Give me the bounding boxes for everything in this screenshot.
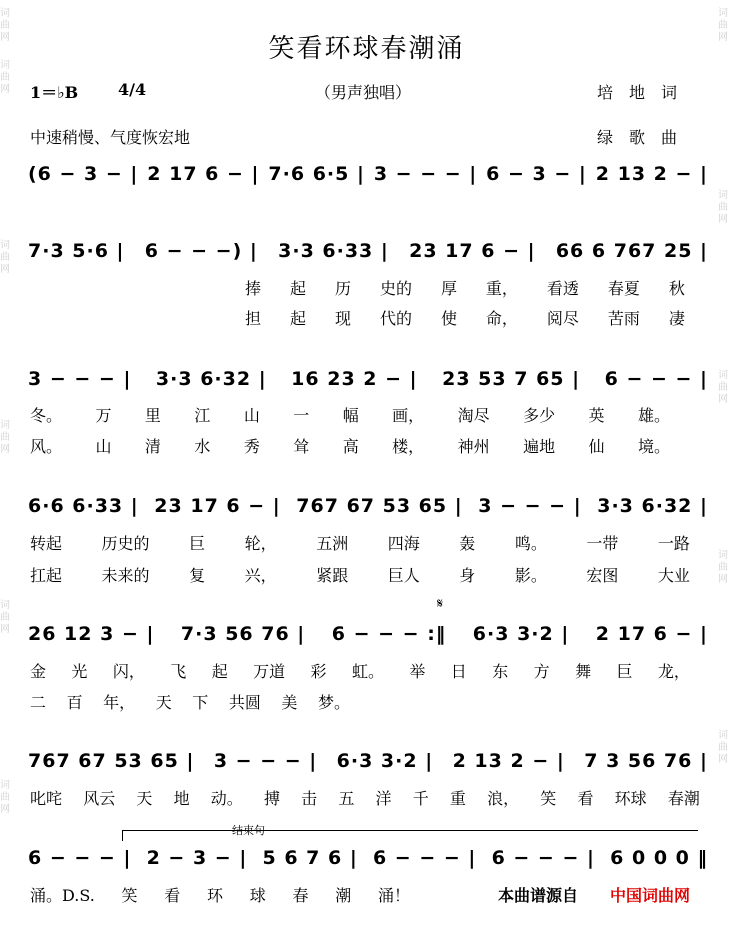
lyric-line-1: [30, 659, 690, 682]
lyric-word: 春: [292, 886, 309, 905]
lyric-word: 方: [533, 662, 550, 681]
lyric-word: 舞: [575, 662, 592, 681]
lyric-word: 洋: [375, 789, 392, 808]
lyric-word: 二: [30, 693, 47, 712]
measure: 6 − − − |: [604, 368, 708, 390]
lyric-word: 重，: [485, 279, 518, 298]
lyric-word: 历史的: [101, 534, 150, 553]
lyric-word: 鸣。: [514, 534, 547, 553]
lyric-word: 闪，: [112, 662, 145, 681]
lyric-word: 巨: [189, 534, 206, 553]
lyric-word: 现: [334, 309, 351, 328]
lyric-word: 复: [189, 566, 206, 585]
measure: 2 13 2 − |: [595, 163, 708, 185]
notation-line: [28, 750, 708, 772]
lyric-word: 看透: [546, 279, 579, 298]
lyric-word: 捧: [245, 279, 262, 298]
time-signature: 4/4: [118, 80, 147, 99]
watermark-text: 词 曲 网: [0, 60, 10, 95]
watermark-text: 词 曲 网: [718, 730, 728, 765]
lyric-word: 多少: [523, 406, 556, 425]
key-signature: 1＝♭B: [30, 83, 79, 102]
lyric-word: 紧跟: [316, 566, 349, 585]
watermark-text: 词 曲 网: [0, 8, 10, 43]
lyric-word: 击: [301, 789, 318, 808]
lyric-word: 共圆: [228, 693, 261, 712]
lyric-word: 千: [412, 789, 429, 808]
lyric-line-1: [30, 883, 410, 906]
lyric-word: 高: [342, 437, 359, 456]
lyric-word: 彩: [310, 662, 327, 681]
lyric-word: 春夏: [607, 279, 640, 298]
lyric-word: 冬。: [30, 406, 63, 425]
lyric-line-2: [30, 434, 670, 457]
lyric-word: 笑: [121, 886, 138, 905]
composer-credit: 绿 歌 曲: [597, 128, 678, 147]
measure: 7 3 56 76 |: [584, 750, 708, 772]
lyric-word: 扛起: [30, 566, 63, 585]
measure: 6 − − − |: [372, 847, 477, 869]
measure: 23 17 6 − |: [154, 495, 281, 517]
notation-line: [28, 163, 708, 185]
tempo-marking: 中速稍慢、气度恢宏地: [30, 128, 191, 147]
lyric-word: 清: [144, 437, 161, 456]
source-note: 本曲谱源自: [498, 886, 579, 905]
lyric-word: 未来的: [101, 566, 150, 585]
measure: 3 − − − |: [478, 495, 582, 517]
lyric-word: 大业: [657, 566, 690, 585]
measure: (6 − 3 − |: [28, 163, 139, 185]
lyric-line-2: [30, 563, 690, 586]
lyric-word: 浪，: [487, 789, 520, 808]
lyric-word: 重: [449, 789, 466, 808]
lyric-word: 年，: [103, 693, 136, 712]
lyric-word: 虹。: [351, 662, 384, 681]
lyric-word: 秋: [668, 279, 685, 298]
notation-line: [28, 240, 708, 262]
lyric-word: 仙: [588, 437, 605, 456]
measure: 6 0 0 0 ‖: [610, 847, 708, 869]
lyric-word: 日: [450, 662, 467, 681]
lyric-word: 厚: [440, 279, 457, 298]
lyric-word: 风云: [83, 789, 116, 808]
notation-line: [28, 847, 708, 869]
measure: 3 − − − |: [28, 368, 132, 390]
lyric-word: 历: [334, 279, 351, 298]
lyric-word: 秀: [243, 437, 260, 456]
performance-note: （男声独唱）: [315, 83, 412, 102]
lyric-word: 万: [95, 406, 112, 425]
notation-line: [28, 368, 708, 390]
measure: 2 13 2 − |: [452, 750, 565, 772]
watermark-text: 词 曲 网: [718, 8, 728, 43]
lyric-word: 看: [164, 886, 181, 905]
lyric-word: 天: [155, 693, 172, 712]
watermark-text: 词 曲 网: [718, 190, 728, 225]
lyric-line-2: [30, 690, 350, 713]
lyric-word: 神州: [457, 437, 490, 456]
lyric-line-1: [30, 531, 690, 554]
lyric-word: 一: [293, 406, 310, 425]
lyric-word: 五: [338, 789, 355, 808]
lyric-word: 影。: [514, 566, 547, 585]
lyric-word: 里: [144, 406, 161, 425]
lyric-word: 一带: [586, 534, 619, 553]
lyric-word: 耸: [293, 437, 310, 456]
measure: 7·3 5·6 |: [28, 240, 125, 262]
measure: 66 6 767 25 |: [555, 240, 708, 262]
watermark-text: 词 曲 网: [0, 240, 10, 275]
lyric-word: 雄。: [637, 406, 670, 425]
measure: 6·3 3·2 |: [472, 623, 570, 645]
measure: 26 12 3 − |: [28, 623, 155, 645]
lyricist-credit: 培 地 词: [597, 83, 678, 102]
lyric-word: 金: [30, 662, 47, 681]
measure: 2 17 6 − |: [595, 623, 708, 645]
measure: 3·3 6·32 |: [597, 495, 708, 517]
lyric-word: 动。: [210, 789, 243, 808]
lyric-word: 环球: [614, 789, 647, 808]
lyric-word: 地: [173, 789, 190, 808]
lyric-word: 兴，: [244, 566, 277, 585]
measure: 6 − − − |: [491, 847, 595, 869]
lyric-word: 看: [577, 789, 594, 808]
lyric-word: 环: [207, 886, 224, 905]
segno-sign: 𝄋: [437, 596, 444, 612]
measure: 16 23 2 − |: [291, 368, 418, 390]
lyric-word: 球: [249, 886, 266, 905]
measure: 2 17 6 − |: [147, 163, 260, 185]
lyric-word: 下: [192, 693, 209, 712]
measure: 3 − − − |: [373, 163, 478, 185]
lyric-word: 举: [409, 662, 426, 681]
notation-line: [28, 495, 708, 517]
lyric-word: 东: [492, 662, 509, 681]
measure: 23 17 6 − |: [409, 240, 536, 262]
lyric-word: 光: [71, 662, 88, 681]
lyric-word: 龙，: [657, 662, 690, 681]
measure: 23 53 7 65 |: [442, 368, 581, 390]
site-link[interactable]: 中国词曲网: [610, 886, 691, 905]
measure: 6 − − −) |: [144, 240, 258, 262]
lyric-word: 搏: [263, 789, 280, 808]
lyric-word: 轮，: [244, 534, 277, 553]
lyric-word: 楼，: [392, 437, 425, 456]
lyric-word: 阅尽: [546, 309, 579, 328]
lyric-word: 潮: [335, 886, 352, 905]
lyric-line-1: [30, 786, 700, 809]
lyric-word: 梦。: [317, 693, 350, 712]
lyric-word: 遍地: [523, 437, 556, 456]
measure: 3·3 6·33 |: [278, 240, 389, 262]
measure: 6 − − − :‖: [331, 623, 447, 645]
lyric-word: 凄: [668, 309, 685, 328]
lyric-word: 史的: [379, 279, 412, 298]
measure: 6·6 6·33 |: [28, 495, 139, 517]
lyric-word: 山: [95, 437, 112, 456]
measure: 6 − − − |: [28, 847, 132, 869]
notation-line: [28, 623, 708, 645]
watermark-text: 词 曲 网: [718, 370, 728, 405]
measure: 767 67 53 65 |: [296, 495, 463, 517]
lyric-word: 起: [289, 279, 306, 298]
measure: 7·3 56 76 |: [180, 623, 306, 645]
lyric-word: 水: [194, 437, 211, 456]
measure: 6·3 3·2 |: [336, 750, 434, 772]
lyric-word: 风。: [30, 437, 63, 456]
lyric-word: 转起: [30, 534, 63, 553]
measure: 767 67 53 65 |: [28, 750, 195, 772]
lyric-word: 一路: [657, 534, 690, 553]
lyric-word: 叱咤: [30, 789, 63, 808]
lyric-word: 身: [459, 566, 476, 585]
lyric-word: 春潮: [667, 789, 700, 808]
watermark-text: 词 曲 网: [718, 550, 728, 585]
lyric-word: 轰: [459, 534, 476, 553]
lyric-word: 巨人: [387, 566, 420, 585]
lyric-word: 天: [136, 789, 153, 808]
lyric-word: 宏图: [586, 566, 619, 585]
watermark-text: 词 曲 网: [0, 780, 10, 815]
lyric-word: 英: [588, 406, 605, 425]
measure: 3 − − − |: [213, 750, 318, 772]
lyric-word: 苦雨: [607, 309, 640, 328]
song-title: 笑看环球春潮涌: [268, 34, 465, 64]
lyric-word: 四海: [387, 534, 420, 553]
lyric-word: 涌。D.S.: [30, 886, 95, 905]
lyric-word: 涌！: [377, 886, 410, 905]
lyric-word: 五洲: [316, 534, 349, 553]
lyric-word: 代的: [379, 309, 412, 328]
lyric-word: 命，: [485, 309, 518, 328]
watermark-text: 词 曲 网: [0, 600, 10, 635]
measure: 6 − 3 − |: [486, 163, 587, 185]
lyric-word: 使: [440, 309, 457, 328]
measure: 5 6 7 6 |: [262, 847, 358, 869]
lyric-word: 江: [194, 406, 211, 425]
lyric-word: 画，: [392, 406, 425, 425]
lyric-line-2: [245, 306, 685, 329]
lyric-word: 万道: [253, 662, 286, 681]
ending-label: 结束句: [232, 824, 265, 837]
lyric-word: 淘尽: [457, 406, 490, 425]
lyric-word: 百: [66, 693, 83, 712]
lyric-word: 起: [211, 662, 228, 681]
lyric-word: 幅: [342, 406, 359, 425]
lyric-word: 山: [243, 406, 260, 425]
lyric-word: 巨: [616, 662, 633, 681]
measure: 3·3 6·32 |: [155, 368, 267, 390]
lyric-word: 担: [245, 309, 262, 328]
lyric-word: 起: [289, 309, 306, 328]
lyric-line-1: [30, 403, 670, 426]
lyric-word: 美: [281, 693, 298, 712]
lyric-line-1: [245, 276, 685, 299]
measure: 7·6 6·5 |: [268, 163, 365, 185]
lyric-word: 笑: [540, 789, 557, 808]
lyric-word: 境。: [637, 437, 670, 456]
measure: 2 − 3 − |: [146, 847, 248, 869]
lyric-word: 飞: [170, 662, 187, 681]
ending-bracket: [122, 830, 698, 841]
watermark-text: 词 曲 网: [0, 420, 10, 455]
